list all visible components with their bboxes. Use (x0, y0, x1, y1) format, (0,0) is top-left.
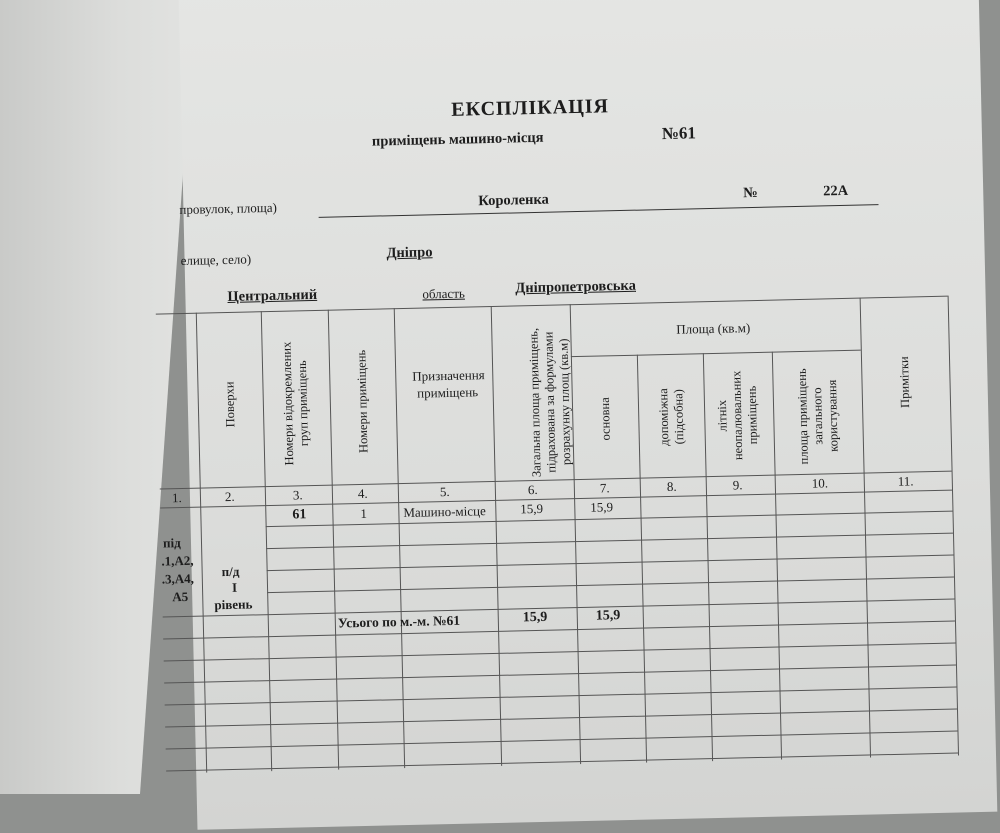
col-number: 8. (666, 478, 677, 495)
total-label: Усього по м.-м. №61 (337, 612, 461, 631)
col-number: 3. (292, 487, 303, 503)
row-total-area: 15,9 (520, 500, 544, 517)
parking-space-number: №61 (661, 123, 697, 144)
header-total-area-text: Загальна площа приміщень, підрахована за формулами розрахунку площ (кв.м) (526, 327, 574, 478)
region-name: Дніпропетровська (515, 277, 637, 297)
row-purpose: Машино-місце (403, 503, 486, 521)
header-group-numbers (279, 333, 312, 474)
header-summer-text: літніх неопалювальних приміщень (714, 370, 760, 461)
header-main: основна (597, 397, 613, 441)
header-purpose (412, 366, 483, 402)
location-label-line: .1,А2, (161, 552, 194, 569)
city-name: Дніпро (386, 244, 433, 262)
col-number: 11. (897, 473, 914, 489)
col-number: 4. (357, 485, 368, 502)
header-auxiliary-text: допоміжна (підсобна) (656, 388, 687, 447)
street-label: провулок, площа) (179, 199, 278, 218)
floor-label-line: рівень (214, 596, 253, 613)
col-number: 2. (224, 488, 235, 505)
header-summer (714, 370, 761, 466)
street-name: Короленка (478, 191, 549, 210)
explication-table (156, 295, 968, 833)
row-main-area: 15,9 (590, 499, 614, 515)
location-label-line: А5 (172, 588, 189, 605)
col-number: 5. (439, 483, 450, 500)
header-room-numbers: Номери приміщень (354, 349, 371, 454)
col-number: 10. (811, 475, 829, 491)
header-group-numbers-text: Номери відокремлених груп приміщень (279, 341, 311, 466)
location-label-line: .3,А4, (161, 570, 195, 587)
document-subtitle: приміщень машино-місця (371, 129, 544, 150)
street-underline (319, 204, 879, 218)
total-main-area: 15,9 (595, 608, 621, 624)
floor-label-line: п/д (221, 563, 240, 580)
header-auxiliary (656, 369, 688, 465)
region-label: область (422, 285, 466, 302)
house-number: 22А (823, 182, 849, 200)
district-name: Центральний (227, 286, 318, 305)
header-total-area (526, 314, 575, 490)
header-area-group: Площа (кв.м) (676, 320, 751, 337)
header-notes: Примітки (896, 356, 913, 409)
header-common-text: площа приміщень загального користування (794, 368, 841, 465)
document-page (161, 0, 997, 830)
header-purpose-text: Призначення приміщень (412, 367, 485, 401)
house-number-label: № (743, 184, 758, 202)
row-room-number: 1 (360, 505, 368, 522)
row-group-number: 61 (292, 507, 307, 523)
header-common (795, 366, 842, 467)
city-label: елище, село) (180, 251, 252, 269)
col-number: 9. (732, 477, 743, 493)
header-floors: Поверхи (222, 381, 238, 428)
col-number: 1. (171, 490, 182, 506)
col-number: 6. (527, 481, 538, 498)
total-area: 15,9 (522, 609, 548, 626)
col-number: 7. (599, 480, 610, 496)
location-label-line: під (162, 535, 181, 551)
document-title: ЕКСПЛІКАЦІЯ (450, 95, 610, 121)
floor-label-line: І (231, 579, 238, 595)
